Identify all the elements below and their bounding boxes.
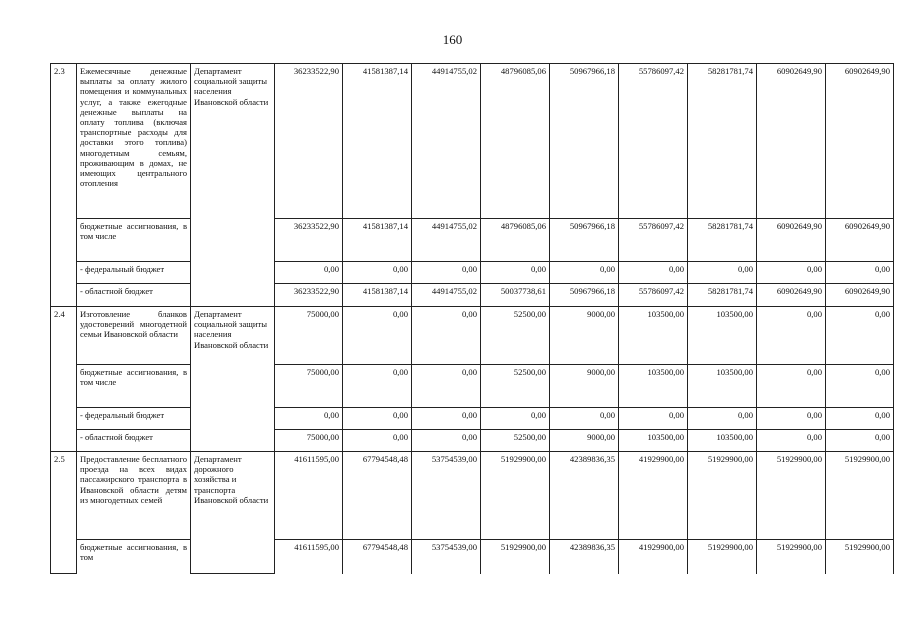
value-cell: 103500,00 xyxy=(619,430,688,452)
value-cell: 53754539,00 xyxy=(412,540,481,574)
value-cell: 41581387,14 xyxy=(343,284,412,307)
value-cell: 52500,00 xyxy=(481,365,550,408)
value-cell: 0,00 xyxy=(550,408,619,430)
value-cell: 0,00 xyxy=(757,262,826,284)
item-number: 2.3 xyxy=(51,64,77,307)
budget-table xyxy=(50,63,894,574)
value-cell: 0,00 xyxy=(826,307,894,365)
table-row xyxy=(51,219,894,262)
value-cell: 60902649,90 xyxy=(826,64,894,219)
table-row xyxy=(51,307,894,365)
value-cell: 60902649,90 xyxy=(757,64,826,219)
value-cell: 41611595,00 xyxy=(275,540,343,574)
value-cell: 0,00 xyxy=(412,365,481,408)
value-cell: 0,00 xyxy=(619,262,688,284)
value-cell: 9000,00 xyxy=(550,430,619,452)
value-cell: 0,00 xyxy=(619,408,688,430)
value-cell: 44914755,02 xyxy=(412,64,481,219)
department: Департамент дорожного хозяйства и транспорта Ивановской области xyxy=(191,452,275,574)
department: Департамент социальной защиты населения Ивановской области xyxy=(191,307,275,452)
value-cell: 103500,00 xyxy=(688,307,757,365)
value-cell: 50037738,61 xyxy=(481,284,550,307)
value-cell: 48796085,06 xyxy=(481,64,550,219)
value-cell: 0,00 xyxy=(550,262,619,284)
value-cell: 0,00 xyxy=(757,408,826,430)
value-cell: 60902649,90 xyxy=(826,284,894,307)
value-cell: 0,00 xyxy=(412,430,481,452)
table-row xyxy=(51,284,894,307)
value-cell: 67794548,48 xyxy=(343,540,412,574)
value-cell: 44914755,02 xyxy=(412,219,481,262)
value-cell: 44914755,02 xyxy=(412,284,481,307)
value-cell: 50967966,18 xyxy=(550,64,619,219)
value-cell: 60902649,90 xyxy=(826,219,894,262)
value-cell: 9000,00 xyxy=(550,307,619,365)
value-cell: 36233522,90 xyxy=(275,219,343,262)
value-cell: 0,00 xyxy=(343,408,412,430)
value-cell: 51929900,00 xyxy=(826,452,894,540)
value-cell: 0,00 xyxy=(412,408,481,430)
row-label: Предоставление бесплатного проезда на всех видах пассажирского транспорта в Ивановской области детям из многодетных семей xyxy=(77,452,191,540)
value-cell: 52500,00 xyxy=(481,307,550,365)
value-cell: 55786097,42 xyxy=(619,219,688,262)
value-cell: 51929900,00 xyxy=(757,540,826,574)
table-row xyxy=(51,262,894,284)
value-cell: 55786097,42 xyxy=(619,64,688,219)
value-cell: 51929900,00 xyxy=(688,540,757,574)
value-cell: 0,00 xyxy=(826,365,894,408)
value-cell: 0,00 xyxy=(412,262,481,284)
value-cell: 42389836,35 xyxy=(550,540,619,574)
value-cell: 58281781,74 xyxy=(688,219,757,262)
value-cell: 48796085,06 xyxy=(481,219,550,262)
value-cell: 0,00 xyxy=(688,408,757,430)
value-cell: 0,00 xyxy=(688,262,757,284)
value-cell: 42389836,35 xyxy=(550,452,619,540)
value-cell: 103500,00 xyxy=(688,430,757,452)
value-cell: 0,00 xyxy=(481,408,550,430)
value-cell: 41581387,14 xyxy=(343,219,412,262)
row-label: бюджетные ассигнования, в том xyxy=(77,540,191,574)
value-cell: 67794548,48 xyxy=(343,452,412,540)
value-cell: 0,00 xyxy=(343,307,412,365)
value-cell: 41929900,00 xyxy=(619,452,688,540)
value-cell: 51929900,00 xyxy=(826,540,894,574)
value-cell: 0,00 xyxy=(343,262,412,284)
value-cell: 0,00 xyxy=(343,430,412,452)
value-cell: 0,00 xyxy=(826,408,894,430)
table-row xyxy=(51,408,894,430)
value-cell: 52500,00 xyxy=(481,430,550,452)
value-cell: 36233522,90 xyxy=(275,284,343,307)
value-cell: 0,00 xyxy=(275,408,343,430)
table-row xyxy=(51,64,894,219)
value-cell: 0,00 xyxy=(826,262,894,284)
value-cell: 51929900,00 xyxy=(481,452,550,540)
value-cell: 55786097,42 xyxy=(619,284,688,307)
table-row xyxy=(51,430,894,452)
value-cell: 0,00 xyxy=(343,365,412,408)
value-cell: 51929900,00 xyxy=(481,540,550,574)
value-cell: 36233522,90 xyxy=(275,64,343,219)
page-number: 160 xyxy=(442,32,463,47)
value-cell: 0,00 xyxy=(757,430,826,452)
value-cell: 60902649,90 xyxy=(757,284,826,307)
value-cell: 0,00 xyxy=(757,365,826,408)
value-cell: 51929900,00 xyxy=(688,452,757,540)
row-label: бюджетные ассигнования, в том числе xyxy=(77,219,191,262)
value-cell: 103500,00 xyxy=(619,365,688,408)
value-cell: 75000,00 xyxy=(275,307,343,365)
value-cell: 75000,00 xyxy=(275,365,343,408)
value-cell: 0,00 xyxy=(481,262,550,284)
row-label: бюджетные ассигнования, в том числе xyxy=(77,365,191,408)
value-cell: 50967966,18 xyxy=(550,284,619,307)
value-cell: 51929900,00 xyxy=(757,452,826,540)
row-label: - областной бюджет xyxy=(77,430,191,452)
item-number: 2.4 xyxy=(51,307,77,452)
value-cell: 58281781,74 xyxy=(688,64,757,219)
row-label: Изготовление бланков удостоверений многодетной семьи Ивановской области xyxy=(77,307,191,365)
value-cell: 0,00 xyxy=(275,262,343,284)
value-cell: 41929900,00 xyxy=(619,540,688,574)
value-cell: 0,00 xyxy=(826,430,894,452)
table-row xyxy=(51,365,894,408)
row-label: - федеральный бюджет xyxy=(77,262,191,284)
value-cell: 50967966,18 xyxy=(550,219,619,262)
item-number: 2.5 xyxy=(51,452,77,574)
value-cell: 103500,00 xyxy=(619,307,688,365)
value-cell: 60902649,90 xyxy=(757,219,826,262)
value-cell: 75000,00 xyxy=(275,430,343,452)
value-cell: 0,00 xyxy=(757,307,826,365)
value-cell: 0,00 xyxy=(412,307,481,365)
value-cell: 53754539,00 xyxy=(412,452,481,540)
table-row xyxy=(51,540,894,574)
row-label: - федеральный бюджет xyxy=(77,408,191,430)
value-cell: 58281781,74 xyxy=(688,284,757,307)
table-row xyxy=(51,452,894,540)
value-cell: 9000,00 xyxy=(550,365,619,408)
value-cell: 103500,00 xyxy=(688,365,757,408)
row-label: - областной бюджет xyxy=(77,284,191,307)
value-cell: 41581387,14 xyxy=(343,64,412,219)
value-cell: 41611595,00 xyxy=(275,452,343,540)
department: Департамент социальной защиты населения Ивановской области xyxy=(191,64,275,307)
row-label: Ежемесячные денежные выплаты за оплату жилого помещения и коммунальных услуг, а также ежегодные денежные выплаты на оплату топлива (включая транспортные расходы для доставки этого топлива) многодетным семьям, проживающим в домах, не имеющих центрального отопления xyxy=(77,64,191,219)
